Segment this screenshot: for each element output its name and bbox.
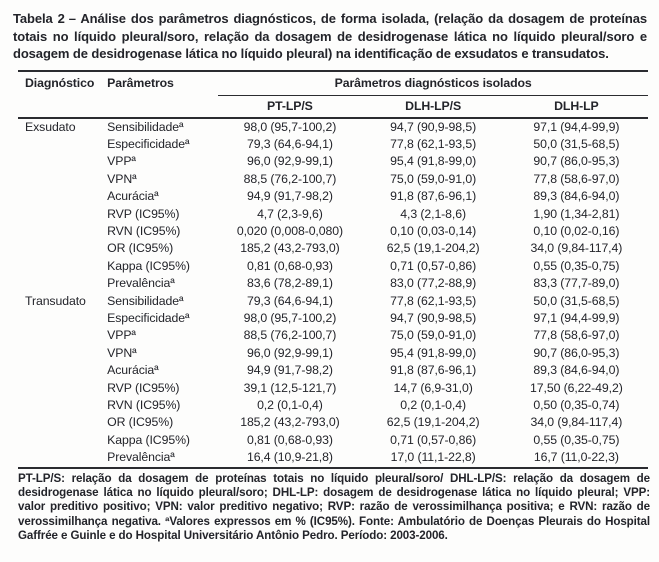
- value-cell: 90,7 (86,0-95,3): [533, 345, 620, 360]
- diagnosis-cell: [18, 171, 100, 188]
- value-cell: 17,0 (11,1-22,8): [390, 450, 476, 465]
- diagnosis-cell: [18, 240, 100, 257]
- value-cell: 79,3 (64,6-94,1): [246, 293, 333, 308]
- diagnosis-cell: [18, 362, 100, 379]
- value-cell: 1,90 (1,34-2,81): [533, 206, 620, 221]
- value-cell: 50,0 (31,5-68,5): [533, 293, 620, 308]
- value-cell: 62,5 (19,1-204,2): [386, 241, 480, 256]
- diagnosis-cell: [18, 206, 100, 223]
- value-cell: 94,7 (90,9-98,5): [390, 310, 477, 325]
- table-row: [18, 380, 648, 397]
- value-cell: 0,55 (0,35-0,75): [533, 258, 620, 273]
- table-row: [18, 153, 648, 170]
- diagnosis-cell: [18, 275, 100, 292]
- value-cell: 89,3 (84,6-94,0): [533, 189, 620, 204]
- value-cell: 98,0 (95,7-100,2): [243, 310, 337, 325]
- table-row: [18, 188, 648, 205]
- diagnosis-cell: [18, 188, 100, 205]
- value-cell: 77,8 (58,6-97,0): [533, 171, 620, 186]
- value-cell: 94,9 (91,7-98,2): [246, 363, 333, 378]
- parameter-cell: RVP (IC95%): [107, 380, 180, 395]
- parameter-cell: Prevalênciaª: [107, 450, 175, 465]
- value-cell: 62,5 (19,1-204,2): [386, 415, 480, 430]
- diagnosis-cell: [18, 432, 100, 449]
- diagnosis-cell: [18, 380, 100, 397]
- column-header-dlh-lp: DLH-LP: [505, 95, 648, 118]
- diagnosis-cell: [18, 136, 100, 153]
- value-cell: 94,7 (90,9-98,5): [390, 119, 477, 134]
- parameter-cell: Sensibilidadeª: [107, 293, 184, 308]
- value-cell: 4,3 (2,1-8,6): [400, 206, 466, 221]
- table-row: [18, 258, 648, 275]
- diagnosis-cell: [18, 153, 100, 170]
- value-cell: 95,4 (91,8-99,0): [390, 345, 477, 360]
- diagnosis-cell: [18, 223, 100, 240]
- diagnosis-cell: Exsudato: [25, 119, 76, 134]
- table-row: [18, 171, 648, 188]
- parameter-cell: Kappa (IC95%): [107, 432, 190, 447]
- value-cell: 0,50 (0,35-0,74): [533, 398, 620, 412]
- parameter-cell: RVN (IC95%): [107, 223, 181, 238]
- value-cell: 91,8 (87,6-96,1): [390, 189, 477, 204]
- value-cell: 0,71 (0,57-0,86): [390, 432, 477, 447]
- value-cell: 95,4 (91,8-99,0): [390, 154, 477, 169]
- diagnosis-cell: [18, 449, 100, 467]
- parameter-cell: VPNª: [107, 171, 137, 186]
- value-cell: 83,6 (78,2-89,1): [246, 276, 333, 291]
- value-cell: 17,50 (6,22-49,2): [530, 380, 623, 395]
- parameter-cell: VPNª: [107, 345, 137, 360]
- table-row: [18, 293, 648, 310]
- table-row: [18, 362, 648, 379]
- parameter-cell: RVP (IC95%): [107, 206, 180, 221]
- header-row-2: [18, 95, 648, 118]
- value-cell: 50,0 (31,5-68,5): [533, 136, 620, 151]
- parameter-cell: VPPª: [107, 328, 136, 343]
- column-group-header: Parâmetros diagnósticos isolados: [218, 71, 648, 96]
- value-cell: 14,7 (6,9-31,0): [393, 380, 473, 395]
- header-row-1: [18, 71, 648, 96]
- value-cell: 34,0 (9,84-117,4): [530, 241, 623, 256]
- value-cell: 77,8 (58,6-97,0): [533, 328, 620, 343]
- parameter-cell: Especificidadeª: [107, 310, 190, 325]
- value-cell: 91,8 (87,6-96,1): [390, 363, 477, 378]
- value-cell: 96,0 (92,9-99,1): [246, 154, 333, 169]
- table-row: [18, 240, 648, 257]
- spacer-cell: [100, 95, 218, 118]
- table-row: [18, 397, 648, 414]
- table-caption-label: Tabela 2: [13, 11, 65, 26]
- value-cell: 79,3 (64,6-94,1): [246, 136, 333, 151]
- table-row: [18, 414, 648, 431]
- diagnosis-cell: [18, 258, 100, 275]
- parameter-cell: Acuráciaª: [107, 363, 159, 378]
- table-row: [18, 275, 648, 292]
- diagnosis-cell: [18, 414, 100, 431]
- table-row: [18, 223, 648, 240]
- value-cell: 0,2 (0,1-0,4): [400, 398, 466, 412]
- column-header-diagnostico: Diagnóstico: [18, 71, 100, 96]
- value-cell: 39,1 (12,5-121,7): [243, 380, 337, 395]
- diagnosis-cell: [18, 327, 100, 344]
- value-cell: 185,2 (43,2-793,0): [240, 415, 340, 430]
- column-header-dlh-lp-s: DLH-LP/S: [362, 95, 505, 118]
- table-row: [18, 345, 648, 362]
- table-row: [18, 310, 648, 327]
- parameter-cell: OR (IC95%): [107, 415, 174, 430]
- table-row: [18, 136, 648, 153]
- value-cell: 34,0 (9,84-117,4): [530, 415, 623, 430]
- parameter-cell: Especificidadeª: [107, 136, 190, 151]
- parameter-cell: Prevalênciaª: [107, 276, 175, 291]
- value-cell: 0,10 (0,03-0,14): [390, 223, 477, 238]
- table-caption-text: – Análise dos parâmetros diagnósticos, de forma isolada, (relação da dosagem de proteínas totais no líquido pleural/soro, relação da dosagem de desidrogenase lática no líquido pleural/soro e dosagem de desidrogenase lática no líquido pleural) na identificação de exsudatos e transudatos.: [13, 11, 647, 61]
- value-cell: 94,9 (91,7-98,2): [246, 189, 333, 204]
- table-caption: [13, 10, 647, 63]
- table-footnote: PT-LP/S: relação da dosagem de proteínas totais no líquido pleural/soro/ DHL-LP/S: relação da dosagem de desidrogenase lática no líquido pleural/soro; DHL-LP: dosagem de desidrogenase lática no líquido pleural; VPP: valor preditivo positivo; VPN: valor preditivo negativo; RVP: razão de verossimilhança positiva; e RVN: razão de verossimilhança negativa. ªValores expressos em % (IC95%). Fonte: Ambulatório de Doenças Pleurais do Hospital Gaffrée e Guinle e do Hospital Universitário Antônio Pedro. Período: 2003-2006.: [18, 471, 650, 543]
- parameter-cell: RVN (IC95%): [107, 398, 181, 412]
- value-cell: 97,1 (94,4-99,9): [533, 119, 620, 134]
- parameter-cell: VPPª: [107, 154, 136, 169]
- value-cell: 16,7 (11,0-22,3): [533, 450, 619, 465]
- value-cell: 83,0 (77,2-88,9): [390, 276, 477, 291]
- value-cell: 90,7 (86,0-95,3): [533, 154, 620, 169]
- value-cell: 0,2 (0,1-0,4): [257, 398, 323, 412]
- value-cell: 0,55 (0,35-0,75): [533, 432, 620, 447]
- value-cell: 0,71 (0,57-0,86): [390, 258, 477, 273]
- value-cell: 0,81 (0,68-0,93): [246, 258, 333, 273]
- value-cell: 16,4 (10,9-21,8): [246, 450, 333, 465]
- table-row: [18, 206, 648, 223]
- spacer-cell: [18, 95, 100, 118]
- value-cell: 4,7 (2,3-9,6): [257, 206, 323, 221]
- value-cell: 88,5 (76,2-100,7): [243, 171, 337, 186]
- column-header-parametros: Parâmetros: [100, 71, 218, 96]
- diagnosis-cell: [18, 345, 100, 362]
- value-cell: 89,3 (84,6-94,0): [533, 363, 620, 378]
- table-row: [18, 327, 648, 344]
- table-row: [18, 432, 648, 449]
- diagnostic-parameters-table: [18, 70, 648, 469]
- table-body: [18, 118, 648, 468]
- diagnosis-cell: [18, 310, 100, 327]
- value-cell: 0,020 (0,008-0,080): [236, 223, 343, 238]
- parameter-cell: Sensibilidadeª: [107, 119, 184, 134]
- value-cell: 98,0 (95,7-100,2): [243, 119, 337, 134]
- value-cell: 88,5 (76,2-100,7): [243, 328, 337, 343]
- table-row: [18, 118, 648, 136]
- value-cell: 0,10 (0,02-0,16): [533, 223, 620, 238]
- value-cell: 96,0 (92,9-99,1): [246, 345, 333, 360]
- table-header: [18, 71, 648, 118]
- value-cell: 83,3 (77,7-89,0): [533, 276, 620, 291]
- value-cell: 0,81 (0,68-0,93): [246, 432, 333, 447]
- diagnosis-cell: [18, 397, 100, 414]
- column-header-pt-lp-s: PT-LP/S: [218, 95, 361, 118]
- diagnosis-cell: Transudato: [25, 293, 86, 308]
- parameter-cell: OR (IC95%): [107, 241, 174, 256]
- value-cell: 97,1 (94,4-99,9): [533, 310, 620, 325]
- value-cell: 77,8 (62,1-93,5): [390, 136, 477, 151]
- value-cell: 75,0 (59,0-91,0): [390, 171, 477, 186]
- value-cell: 77,8 (62,1-93,5): [390, 293, 477, 308]
- parameter-cell: Kappa (IC95%): [107, 258, 190, 273]
- value-cell: 185,2 (43,2-793,0): [240, 241, 340, 256]
- parameter-cell: Acuráciaª: [107, 189, 159, 204]
- table-row: [18, 449, 648, 467]
- value-cell: 75,0 (59,0-91,0): [390, 328, 477, 343]
